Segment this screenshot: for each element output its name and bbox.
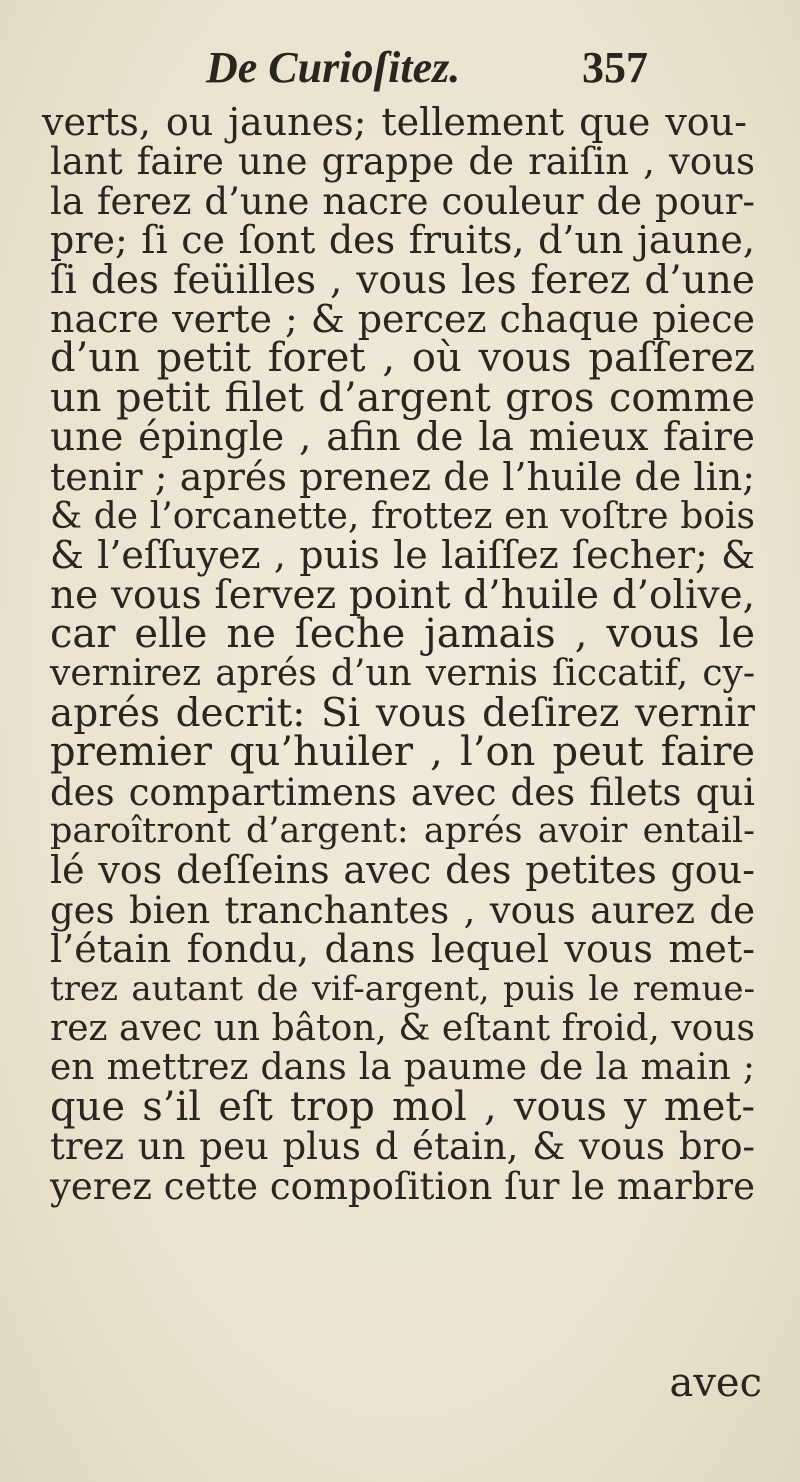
body-text (42, 100, 755, 1208)
text-line: yerez cette compoſition ſur le marbre (50, 1164, 755, 1208)
text-line: vernirez aprés d’un vernis ſiccatif, cy- (50, 653, 755, 695)
text-line: en mettrez dans la paume de la main ; (50, 1047, 755, 1089)
text-line: & de l’orcanette, frottez en voſtre bois (50, 495, 755, 537)
text-line: car elle ne ſeche jamais , vous le (50, 611, 755, 658)
text-line: que s’il eſt trop mol , vous y met- (50, 1083, 755, 1130)
text-line: une épingle , afin de la mieux faire (50, 415, 755, 461)
running-head-title: De Curioſitez. (206, 43, 461, 92)
text-line: ges bien tranchantes , vous aurez de (50, 888, 755, 932)
text-line: tenir ; aprés prenez de l’huile de lin; (50, 454, 755, 499)
text-line: ſi des feüilles , vous les ferez d’une (50, 257, 755, 303)
text-line: d’un petit foret , où vous paſſerez (50, 335, 755, 382)
text-line: rez avec un bâton, & eſtant froid, vous (50, 1007, 755, 1049)
text-line: pre; ſi ce ſont des fruits, d’un jaune, (50, 218, 755, 263)
text-line: premier qu’huiler , l’on peut faire (50, 729, 755, 776)
running-head (0, 38, 800, 98)
catchword: avec (669, 1360, 762, 1406)
text-line: un petit filet d’argent gros comme (50, 374, 755, 421)
text-line: trez autant de vif-argent, puis le remue- (50, 968, 755, 1009)
text-line: & l’eſſuyez , puis le laiſſez ſecher; & (50, 533, 755, 578)
text-line: la ferez d’une nacre couleur de pour- (50, 179, 755, 223)
text-line: des compartimens avec des filets qui (50, 770, 755, 814)
page-number: 357 (582, 43, 648, 92)
text-line: ne vous ſervez point d’huile d’olive, (50, 572, 755, 618)
text-line: lant faire une grappe de raiſin , vous (50, 140, 755, 184)
text-line: nacre verte ; & percez chaque piece (50, 296, 755, 341)
text-line: verts, ou jaunes; tellement que vou- (42, 100, 747, 144)
text-line: lé vos deſſeins avec des petites gou- (50, 848, 755, 893)
text-line: paroîtront d’argent: aprés avoir entail- (50, 811, 755, 852)
text-line: trez un peu plus d étain, & vous bro- (50, 1125, 755, 1169)
text-line: aprés decrit: Si vous deſirez vernir (50, 690, 755, 736)
text-line: l’étain fondu, dans lequel vous met- (50, 927, 755, 972)
